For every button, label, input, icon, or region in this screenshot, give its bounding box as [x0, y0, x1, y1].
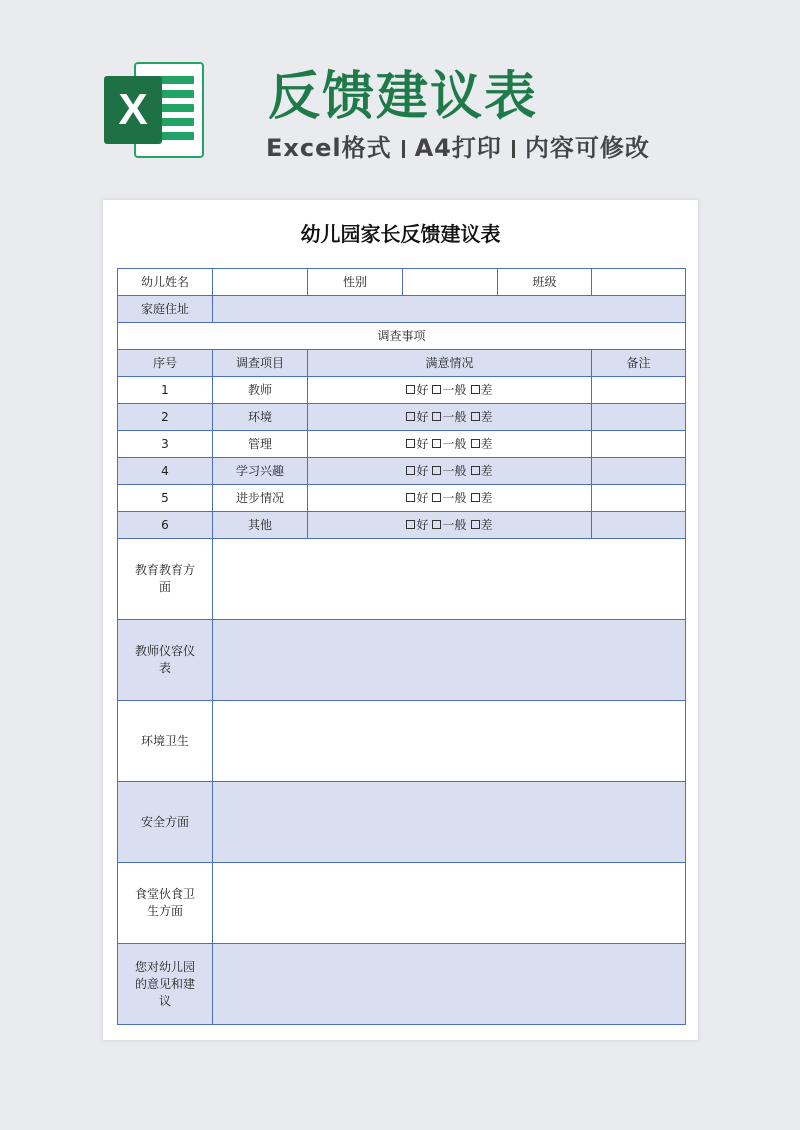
comment-input-cell[interactable]	[213, 620, 686, 701]
banner-subtitle	[266, 128, 650, 163]
option-checkbox[interactable]	[471, 518, 493, 533]
survey-row	[118, 458, 686, 485]
checkbox-icon[interactable]	[406, 493, 415, 502]
comment-label: 您对幼儿园的意见和建议	[134, 959, 195, 1008]
remark-cell[interactable]	[592, 512, 686, 539]
option-checkbox[interactable]	[406, 410, 428, 425]
feedback-form-table	[117, 268, 686, 1025]
col-header-item: 调查项目	[213, 350, 308, 377]
survey-no: 2	[118, 404, 213, 431]
checkbox-icon[interactable]	[471, 439, 480, 448]
comment-row	[118, 539, 686, 620]
option-checkbox[interactable]	[432, 437, 466, 452]
checkbox-icon[interactable]	[432, 439, 441, 448]
checkbox-icon[interactable]	[406, 385, 415, 394]
comment-rows	[118, 539, 686, 1025]
survey-item: 环境	[213, 404, 308, 431]
comment-input-cell[interactable]	[213, 701, 686, 782]
subtitle-print: A4打印	[414, 134, 502, 162]
class-label: 班级	[498, 269, 592, 296]
checkbox-icon[interactable]	[471, 385, 480, 394]
option-label: 差	[480, 490, 493, 505]
comment-input-cell[interactable]	[213, 782, 686, 863]
option-label: 好	[416, 463, 429, 478]
comment-label-cell	[118, 701, 213, 782]
option-checkbox[interactable]	[406, 491, 428, 506]
remark-cell[interactable]	[592, 377, 686, 404]
option-checkbox[interactable]	[471, 410, 493, 425]
option-label: 差	[480, 382, 493, 397]
comment-label: 环境卫生	[140, 733, 189, 748]
option-label: 好	[416, 409, 429, 424]
comment-label-cell	[118, 863, 213, 944]
col-header-no: 序号	[118, 350, 213, 377]
option-checkbox[interactable]	[406, 437, 428, 452]
checkbox-icon[interactable]	[406, 466, 415, 475]
comment-input-cell[interactable]	[213, 944, 686, 1025]
info-row	[118, 269, 686, 296]
subtitle-separator	[512, 140, 515, 158]
option-checkbox[interactable]	[471, 491, 493, 506]
option-checkbox[interactable]	[406, 383, 428, 398]
option-checkbox[interactable]	[471, 464, 493, 479]
comment-label: 安全方面	[140, 814, 189, 829]
checkbox-icon[interactable]	[432, 520, 441, 529]
subtitle-separator	[402, 140, 405, 158]
option-checkbox[interactable]	[471, 383, 493, 398]
checkbox-icon[interactable]	[471, 466, 480, 475]
option-label: 差	[480, 409, 493, 424]
address-cell[interactable]	[213, 296, 686, 323]
comment-row	[118, 782, 686, 863]
remark-cell[interactable]	[592, 431, 686, 458]
excel-logo-letter: X	[104, 76, 162, 144]
option-label: 一般	[442, 382, 467, 397]
checkbox-icon[interactable]	[406, 520, 415, 529]
subtitle-editable: 内容可修改	[524, 134, 650, 162]
comment-row	[118, 701, 686, 782]
satisfaction-options	[308, 431, 592, 458]
comment-input-cell[interactable]	[213, 539, 686, 620]
remark-cell[interactable]	[592, 458, 686, 485]
banner-title: 反馈建议表	[268, 67, 539, 127]
option-checkbox[interactable]	[432, 410, 466, 425]
comment-label-cell	[118, 944, 213, 1025]
option-label: 好	[416, 490, 429, 505]
survey-no: 1	[118, 377, 213, 404]
option-label: 好	[416, 436, 429, 451]
survey-row	[118, 485, 686, 512]
satisfaction-options	[308, 512, 592, 539]
subtitle-format: Excel格式	[266, 134, 392, 162]
option-label: 一般	[442, 517, 467, 532]
survey-row	[118, 377, 686, 404]
option-label: 一般	[442, 436, 467, 451]
checkbox-icon[interactable]	[432, 493, 441, 502]
comment-row	[118, 863, 686, 944]
option-checkbox[interactable]	[406, 518, 428, 533]
survey-no: 6	[118, 512, 213, 539]
class-cell[interactable]	[592, 269, 686, 296]
comment-label: 教育教育方面	[134, 563, 195, 594]
address-label: 家庭住址	[118, 296, 213, 323]
document-title: 幼儿园家长反馈建议表	[300, 222, 501, 246]
comment-label-cell	[118, 620, 213, 701]
survey-item: 管理	[213, 431, 308, 458]
checkbox-icon[interactable]	[432, 385, 441, 394]
survey-row	[118, 431, 686, 458]
checkbox-icon[interactable]	[432, 466, 441, 475]
survey-item: 进步情况	[213, 485, 308, 512]
option-checkbox[interactable]	[432, 491, 466, 506]
survey-heading-row	[118, 323, 686, 350]
address-row	[118, 296, 686, 323]
option-checkbox[interactable]	[432, 464, 466, 479]
remark-cell[interactable]	[592, 404, 686, 431]
col-header-satisfaction: 满意情况	[308, 350, 592, 377]
checkbox-icon[interactable]	[471, 493, 480, 502]
survey-item: 其他	[213, 512, 308, 539]
comment-label: 食堂伙食卫生方面	[134, 887, 195, 918]
child-name-label: 幼儿姓名	[118, 269, 213, 296]
checkbox-icon[interactable]	[432, 412, 441, 421]
satisfaction-options	[308, 458, 592, 485]
remark-cell[interactable]	[592, 485, 686, 512]
checkbox-icon[interactable]	[406, 412, 415, 421]
column-header-row	[118, 350, 686, 377]
col-header-remark: 备注	[592, 350, 686, 377]
option-label: 差	[480, 436, 493, 451]
satisfaction-options	[308, 485, 592, 512]
survey-row	[118, 404, 686, 431]
satisfaction-options	[308, 404, 592, 431]
comment-input-cell[interactable]	[213, 863, 686, 944]
option-label: 一般	[442, 490, 467, 505]
option-checkbox[interactable]	[471, 437, 493, 452]
survey-no: 3	[118, 431, 213, 458]
document-page	[103, 200, 698, 1040]
gender-label: 性别	[308, 269, 403, 296]
survey-heading: 调查事项	[118, 323, 686, 350]
option-label: 差	[480, 463, 493, 478]
survey-no: 4	[118, 458, 213, 485]
option-checkbox[interactable]	[406, 464, 428, 479]
survey-item: 教师	[213, 377, 308, 404]
option-label: 好	[416, 382, 429, 397]
option-label: 一般	[442, 409, 467, 424]
comment-row	[118, 944, 686, 1025]
survey-item: 学习兴趣	[213, 458, 308, 485]
comment-label-cell	[118, 539, 213, 620]
satisfaction-options	[308, 377, 592, 404]
checkbox-icon[interactable]	[406, 439, 415, 448]
survey-row	[118, 512, 686, 539]
survey-rows	[118, 377, 686, 539]
survey-no: 5	[118, 485, 213, 512]
checkbox-icon[interactable]	[471, 412, 480, 421]
comment-label: 教师仪容仪表	[134, 644, 195, 675]
option-label: 差	[480, 517, 493, 532]
excel-icon	[104, 62, 204, 158]
gender-cell[interactable]	[403, 269, 498, 296]
option-checkbox[interactable]	[432, 383, 466, 398]
option-label: 好	[416, 517, 429, 532]
comment-row	[118, 620, 686, 701]
checkbox-icon[interactable]	[471, 520, 480, 529]
comment-label-cell	[118, 782, 213, 863]
option-checkbox[interactable]	[432, 518, 466, 533]
option-label: 一般	[442, 463, 467, 478]
child-name-cell[interactable]	[213, 269, 308, 296]
